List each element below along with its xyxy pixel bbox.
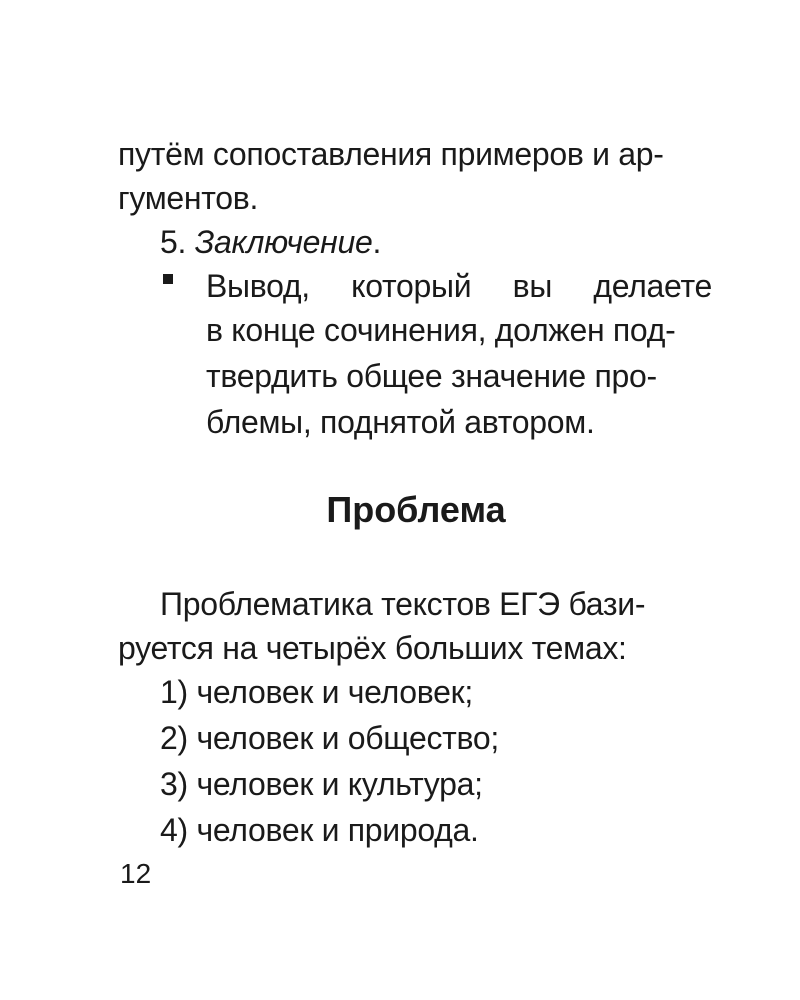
bullet-word: делаете (593, 268, 712, 304)
page-number: 12 (120, 858, 152, 889)
numbered-item-conclusion (160, 222, 381, 262)
bullet-square-icon (163, 274, 173, 284)
bullet-line (206, 266, 712, 306)
bullet-word: Вывод, (206, 268, 310, 304)
intro-line: руется на четырёх больших темах: (118, 630, 627, 666)
bullet-word: вы (512, 268, 553, 304)
paragraph-line: гументов. (118, 180, 259, 216)
item-title: Заключение (194, 224, 373, 260)
theme-item: 2) человек и общество; (160, 720, 499, 756)
theme-item: 4) человек и природа. (160, 812, 479, 848)
bullet-line: в конце сочинения, должен под- (206, 312, 676, 348)
bullet-line: блемы, поднятой автором. (206, 404, 595, 440)
bullet-line: твердить общее значение про- (206, 358, 657, 394)
section-heading: Проблема (326, 489, 506, 530)
theme-item: 1) человек и человек; (160, 674, 473, 710)
paragraph-line: путём сопоставления примеров и ар- (118, 136, 664, 172)
bullet-word: который (351, 268, 472, 304)
intro-line: Проблематика текстов ЕГЭ бази- (160, 586, 646, 622)
theme-item: 3) человек и культура; (160, 766, 483, 802)
item-title-end: . (372, 224, 382, 260)
item-number: 5. (160, 224, 187, 260)
